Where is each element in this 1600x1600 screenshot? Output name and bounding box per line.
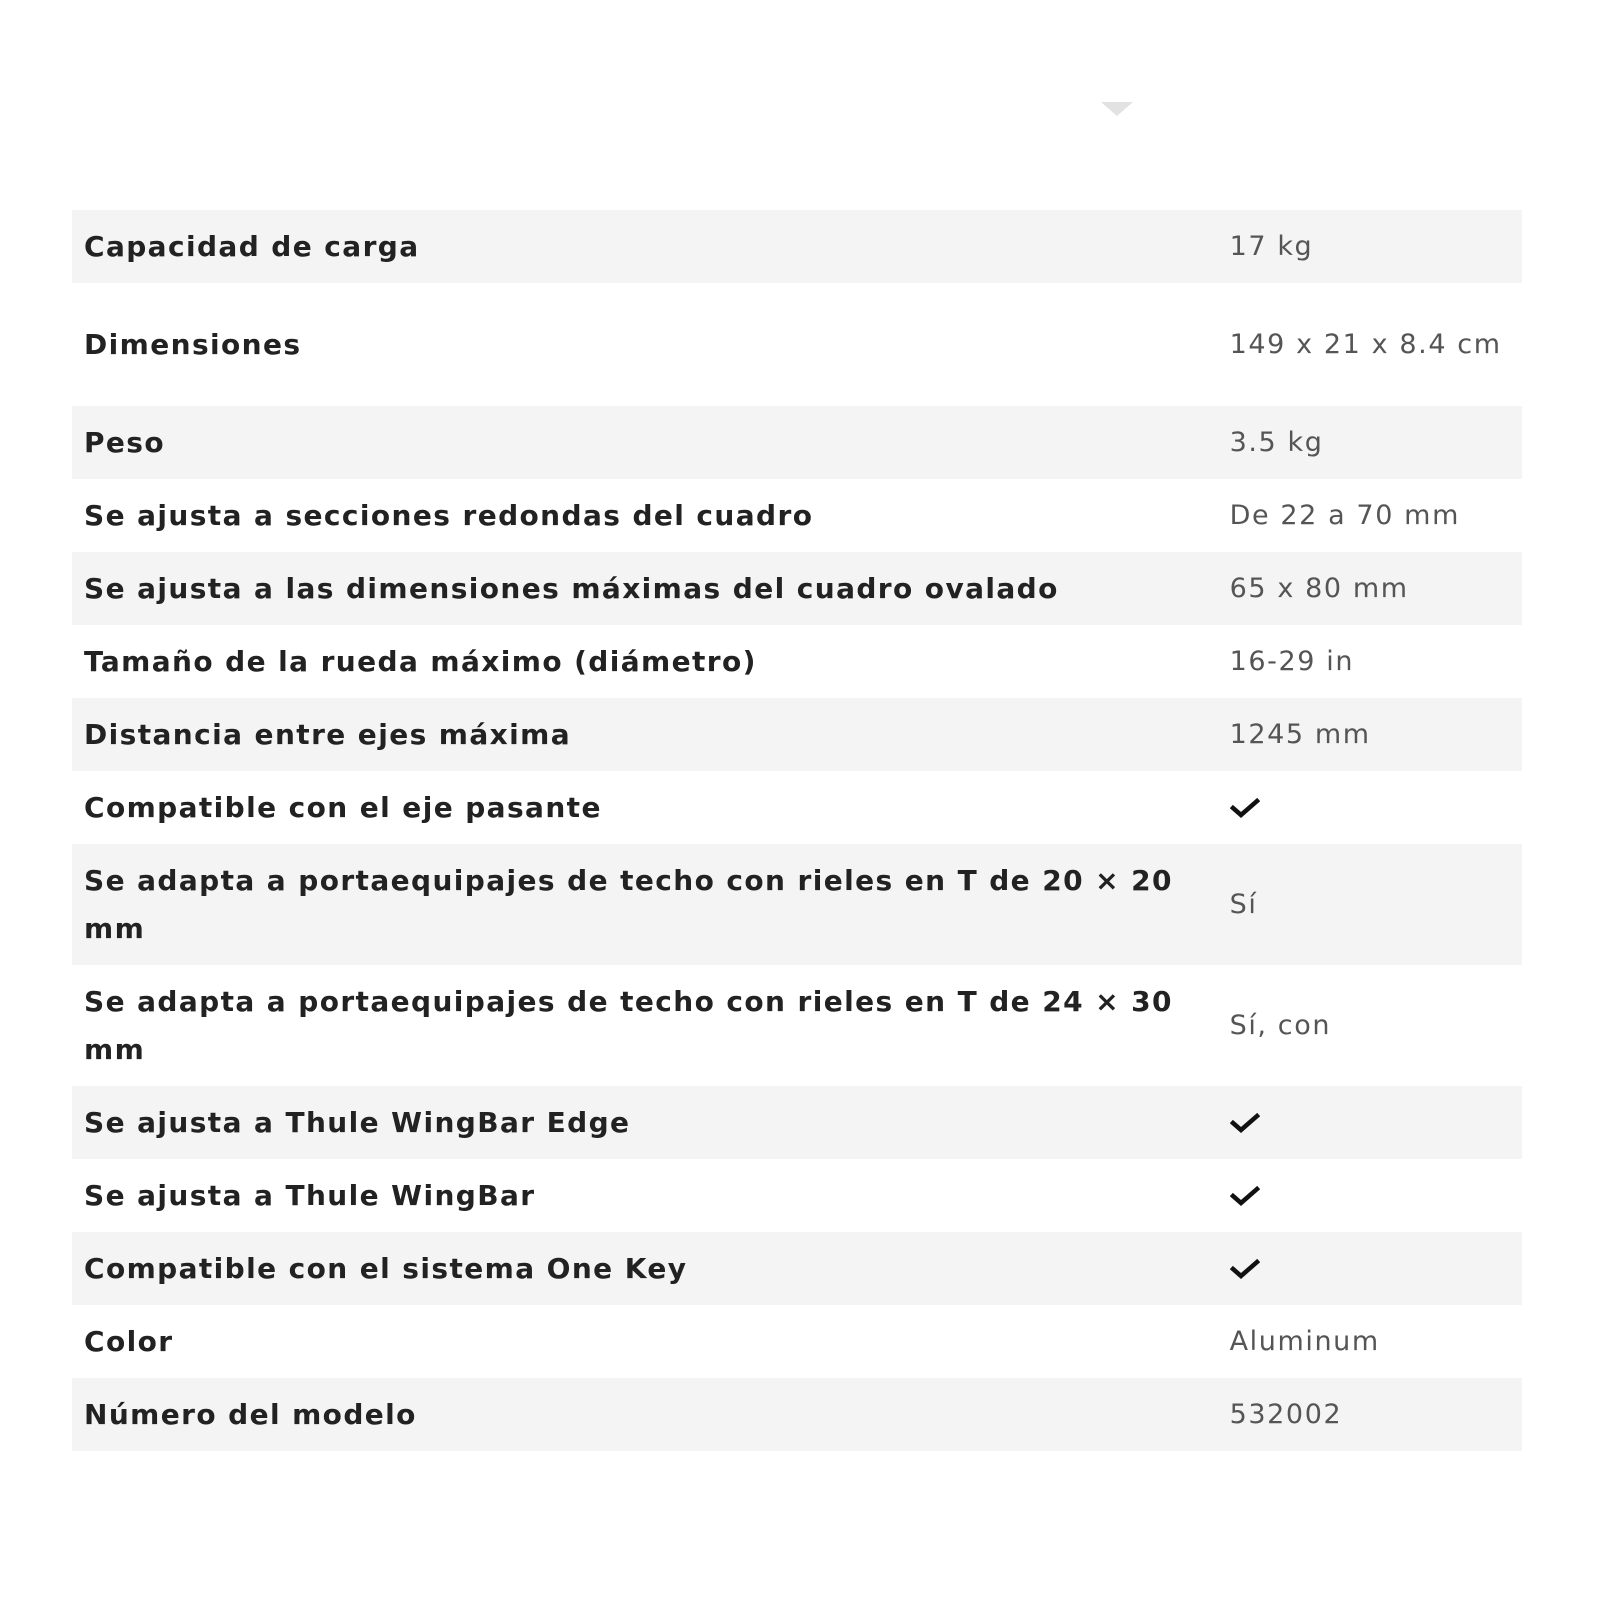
- spec-value: 17 kg: [1229, 230, 1314, 262]
- checkmark-icon: [1230, 796, 1260, 820]
- spec-value: [1230, 1086, 1522, 1159]
- chevron-down-icon[interactable]: [1101, 102, 1133, 116]
- table-row: [72, 844, 1522, 965]
- spec-label: Se ajusta a Thule WingBar Edge: [84, 1105, 631, 1139]
- table-row: [72, 406, 1522, 479]
- spec-value: [1230, 1159, 1522, 1232]
- spec-value: Aluminum: [1229, 1325, 1380, 1357]
- table-row: [72, 771, 1522, 844]
- checkmark-icon: [1230, 1257, 1260, 1281]
- spec-value: 1245 mm: [1229, 718, 1371, 750]
- spec-label: Dimensiones: [84, 327, 302, 361]
- spec-value: Sí: [1229, 888, 1258, 920]
- table-row: [72, 1378, 1522, 1451]
- table-row: [72, 1159, 1522, 1232]
- spec-value: Sí, con: [1229, 1009, 1332, 1041]
- spec-label: Peso: [84, 425, 166, 459]
- table-row: [72, 210, 1522, 283]
- spec-label: Se ajusta a secciones redondas del cuadro: [84, 498, 814, 532]
- specifications-table: [72, 210, 1522, 1451]
- spec-label: Color: [84, 1324, 174, 1358]
- checkmark-icon: [1230, 1111, 1260, 1135]
- table-row: [72, 479, 1522, 552]
- spec-value: 149 x 21 x 8.4 cm: [1229, 328, 1502, 360]
- spec-label: Distancia entre ejes máxima: [84, 717, 572, 751]
- table-row: [72, 1305, 1522, 1378]
- checkmark-icon: [1230, 1184, 1260, 1208]
- table-row: [72, 1232, 1522, 1305]
- spec-label: Número del modelo: [84, 1397, 417, 1431]
- spec-value: 65 x 80 mm: [1229, 572, 1409, 604]
- spec-label: Se adapta a portaequipajes de techo con rieles en T de 24 × 30 mm: [84, 984, 1173, 1066]
- table-row: [72, 625, 1522, 698]
- spec-value: 3.5 kg: [1229, 426, 1324, 458]
- table-row: [72, 698, 1522, 771]
- spec-value: 16-29 in: [1229, 645, 1355, 677]
- spec-label: Se ajusta a las dimensiones máximas del cuadro ovalado: [84, 571, 1059, 605]
- table-row: [72, 1086, 1522, 1159]
- table-row: [72, 552, 1522, 625]
- spec-label: Se ajusta a Thule WingBar: [84, 1178, 536, 1212]
- spec-value: [1230, 1232, 1522, 1305]
- spec-value: De 22 a 70 mm: [1229, 499, 1460, 531]
- spec-value: 532002: [1229, 1398, 1343, 1430]
- table-row: [72, 965, 1522, 1086]
- spec-label: Compatible con el eje pasante: [84, 790, 602, 824]
- table-row: [72, 283, 1522, 406]
- spec-label: Tamaño de la rueda máximo (diámetro): [84, 644, 757, 678]
- spec-label: Capacidad de carga: [84, 229, 420, 263]
- spec-value: [1230, 771, 1522, 844]
- spec-label: Compatible con el sistema One Key: [84, 1251, 688, 1285]
- spec-label: Se adapta a portaequipajes de techo con rieles en T de 20 × 20 mm: [84, 863, 1173, 945]
